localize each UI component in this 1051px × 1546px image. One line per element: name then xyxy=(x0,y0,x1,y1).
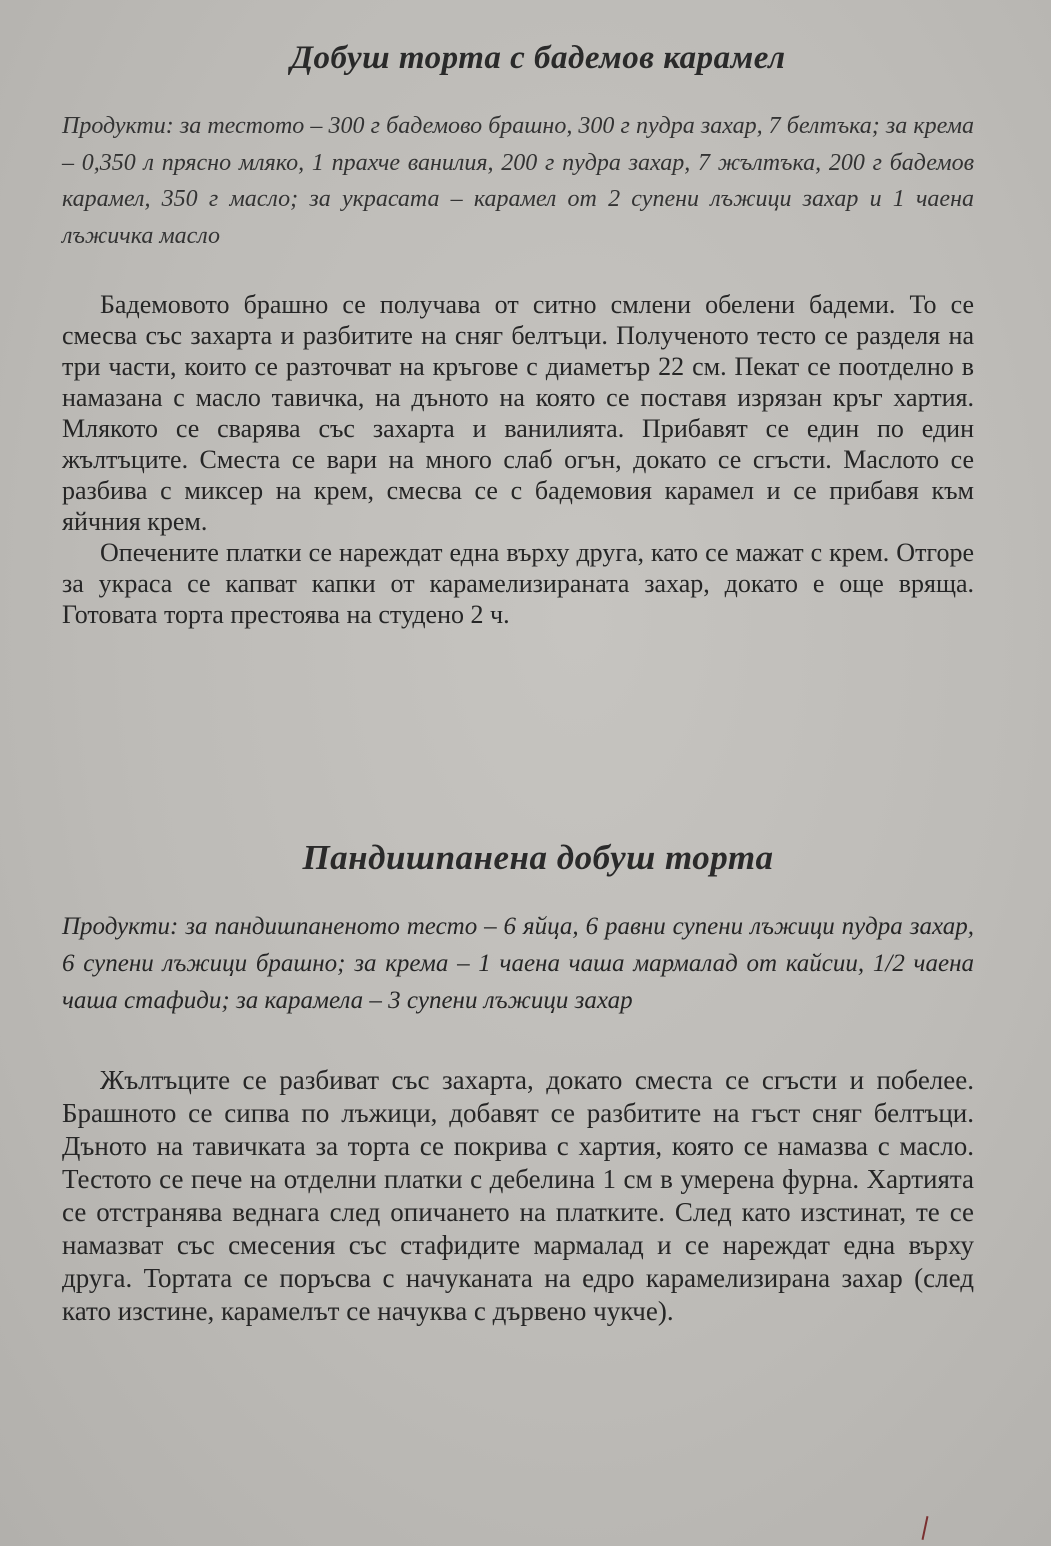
recipe-title: Пандишпанена добуш торта xyxy=(302,838,774,877)
ingredients-list: Продукти: за пандишпаненото тесто – 6 яйца, 6 равни супени лъжици пудра захар, 6 супени лъжици брашно; за крема – 1 чаена чаша мармалад от кайсии, 1/2 чаена чаша стафиди; за карамела – 3 супени лъжици захар xyxy=(62,913,974,1014)
preparation-text xyxy=(62,1064,974,1328)
recipe-title: Добуш торта с бадемов карамел xyxy=(290,40,786,76)
pen-mark xyxy=(922,1516,929,1540)
recipe-sponge-dobush xyxy=(62,838,974,1328)
preparation-paragraph: Жълтъците се разбиват със захарта, докато сместа се сгъсти и побелее. Брашното се сипва по лъжици, добавят се разбитите на гъст сняг белтъци. Дъното на тавичката за торта се покрива с хартия, която се намазва с масло. Тестото се пече на отделни платки с дебелина 1 см в умерена фурна. Хартията се отстранява веднага след опичането на платките. След като изстинат, те се намазват със смесения със стафидите мармалад и се нареждат една върху друга. Тортата се поръсва с начуканата на едро карамелизирана захар (след като изстине, карамелът се начуква с дървено чукче). xyxy=(62,1065,974,1326)
preparation-paragraph: Бадемовото брашно се получава от ситно смлени обелени бадеми. То се смесва със захарта и разбитите на сняг белтъци. Полученото тесто се разделя на три части, които се разточват на кръгове с диаметър 22 см. Пекат се поотделно в намазана с масло тавичка, на дъното на която се поставя изрязан кръг хартия. Млякото се сварява със захарта и ванилията. Прибавят се един по един жълтъците. Сместа се вари на много слаб огън, докато се сгъсти. Маслото се разбива с миксер на крем, смесва се с бадемовия карамел и се прибавя към яйчния крем. xyxy=(62,290,974,536)
recipe-dobush-almond-caramel xyxy=(62,38,974,630)
preparation-text xyxy=(62,289,974,630)
ingredients-list: Продукти: за тестото – 300 г бадемово брашно, 300 г пудра захар, 7 белтъка; за крема – 0,350 л прясно мляко, 1 прахче ванилия, 200 г пудра захар, 7 жълтъка, 200 г бадемов карамел, 350 г масло; за украсата – карамел от 2 супени лъжици захар и 1 чаена лъжичка масло xyxy=(62,113,974,249)
preparation-paragraph: Опечените платки се нареждат една върху друга, като се мажат с крем. Отгоре за украса се капват капки от карамелизираната захар, докато е още вряща. Готовата торта престоява на студено 2 ч. xyxy=(62,538,974,629)
